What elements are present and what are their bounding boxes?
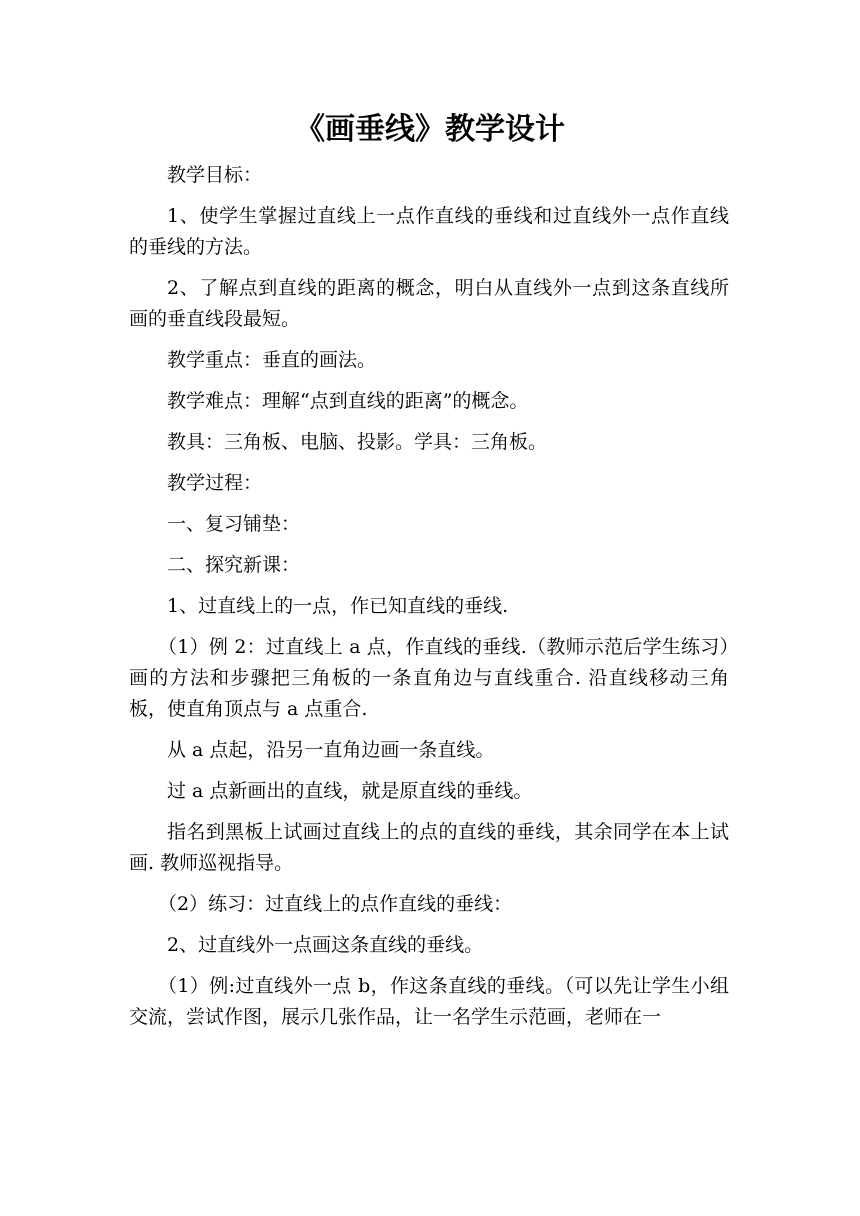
paragraph: 教具：三角板、电脑、投影。学具：三角板。: [167, 431, 548, 453]
paragraph: 1、过直线上的一点，作已知直线的垂线.: [167, 595, 509, 617]
paragraph: 过 a 点新画出的直线，就是原直线的垂线。: [167, 780, 533, 802]
paragraph: 指名到黑板上试画过直线上的点的直线的垂线，其余同学在本上试画. 教师巡视指导。: [129, 821, 729, 874]
document-title: 《画垂线》教学设计: [295, 112, 565, 147]
paragraph: 教学重点：垂直的画法。: [167, 349, 377, 371]
paragraph: 教学目标：: [167, 164, 263, 186]
paragraph: 2、过直线外一点画这条直线的垂线。: [167, 934, 484, 956]
paragraph: 1、使学生掌握过直线上一点作直线的垂线和过直线外一点作直线的垂线的方法。: [129, 205, 729, 258]
paragraph: 二、探究新课：: [167, 554, 301, 576]
paragraph: 教学难点：理解“点到直线的距离”的概念。: [167, 390, 529, 412]
paragraph: 从 a 点起，沿另一直角边画一条直线。: [167, 739, 495, 761]
paragraph: 教学过程：: [167, 472, 263, 494]
paragraph: 2、了解点到直线的距离的概念，明白从直线外一点到这条直线所画的垂直线段最短。: [129, 277, 729, 330]
paragraph: （1）例:过直线外一点 b，作这条直线的垂线。（可以先让学生小组交流，尝试作图，展示几张作品，让一名学生示范画，老师在一: [129, 975, 729, 1028]
paragraph: 一、复习铺垫：: [167, 513, 301, 535]
document-body: [129, 160, 729, 1043]
paragraph: （2）练习：过直线上的点作直线的垂线：: [158, 893, 513, 915]
paragraph: （1）例 2：过直线上 a 点，作直线的垂线.（教师示范后学生练习）画的方法和步骤把三角板的一条直角边与直线重合. 沿直线移动三角板，使直角顶点与 a 点重合.: [129, 636, 729, 720]
